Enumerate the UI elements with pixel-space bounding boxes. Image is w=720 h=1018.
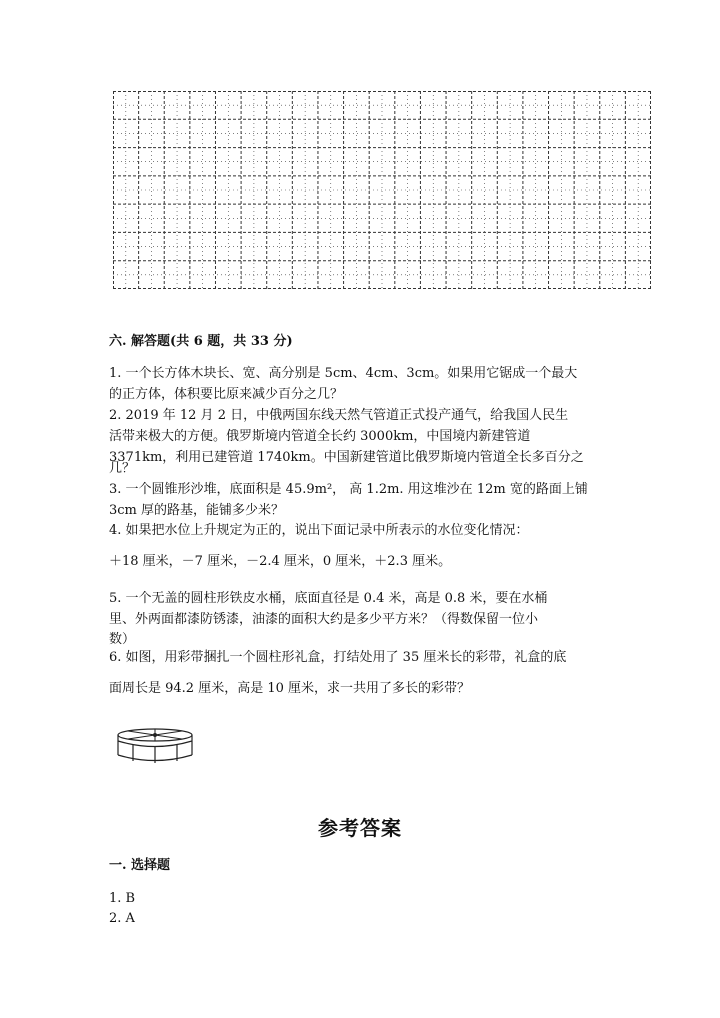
question-line: 5. 一个无盖的圆柱形铁皮水桶，底面直径是 0.4 米，高是 0.8 米，要在水桶 [109, 591, 548, 606]
question-line: 6. 如图，用彩带捆扎一个圆柱形礼盒，打结处用了 35 厘米长的彩带，礼盒的底 [109, 650, 567, 665]
question-line: 数） [109, 632, 136, 647]
question-line: 活带来极大的方便。俄罗斯境内管道全长约 3000km，中国境内新建管道 [109, 429, 531, 444]
question-line: 里、外两面都漆防锈漆，油漆的面积大约是多少平方米？（得数保留一位小 [109, 612, 539, 627]
answer-item: 1. B [109, 891, 136, 906]
answer-item: 2. A [109, 911, 135, 926]
question-line: 3371km，利用已建管道 1740km。中国新建管道比俄罗斯境内管道全长多百分之 [109, 450, 584, 465]
question-line: 1. 一个长方体木块长、宽、高分别是 5cm、4cm、3cm。如果用它锯成一个最大 [109, 366, 578, 381]
question-line: 3cm 厚的路基，能铺多少米？ [109, 503, 285, 518]
answer-section-title: 一. 选择题 [109, 858, 171, 873]
question-line: 3. 一个圆锥形沙堆，底面积是 45.9m²， 高 1.2m. 用这堆沙在 12m 宽的路面上铺 [109, 482, 588, 497]
question-line: ＋18 厘米，－7 厘米，－2.4 厘米，0 厘米，＋2.3 厘米。 [109, 554, 452, 569]
gift-box-figure [116, 726, 194, 766]
question-line: 2. 2019 年 12 月 2 日，中俄两国东线天然气管道正式投产通气，给我国人民生 [109, 408, 569, 423]
question-line: 的正方体，体积要比原来减少百分之几？ [109, 387, 344, 402]
question-line: 4. 如果把水位上升规定为正的，说出下面记录中所表示的水位变化情况： [109, 523, 529, 538]
writing-grid [113, 91, 651, 289]
section-title: 六. 解答题(共 6 题，共 33 分) [109, 334, 293, 349]
answer-title: 参考答案 [318, 816, 402, 840]
question-line: 面周长是 94.2 厘米，高是 10 厘米，求一共用了多长的彩带？ [109, 681, 471, 696]
question-line: 几？ [109, 461, 136, 476]
